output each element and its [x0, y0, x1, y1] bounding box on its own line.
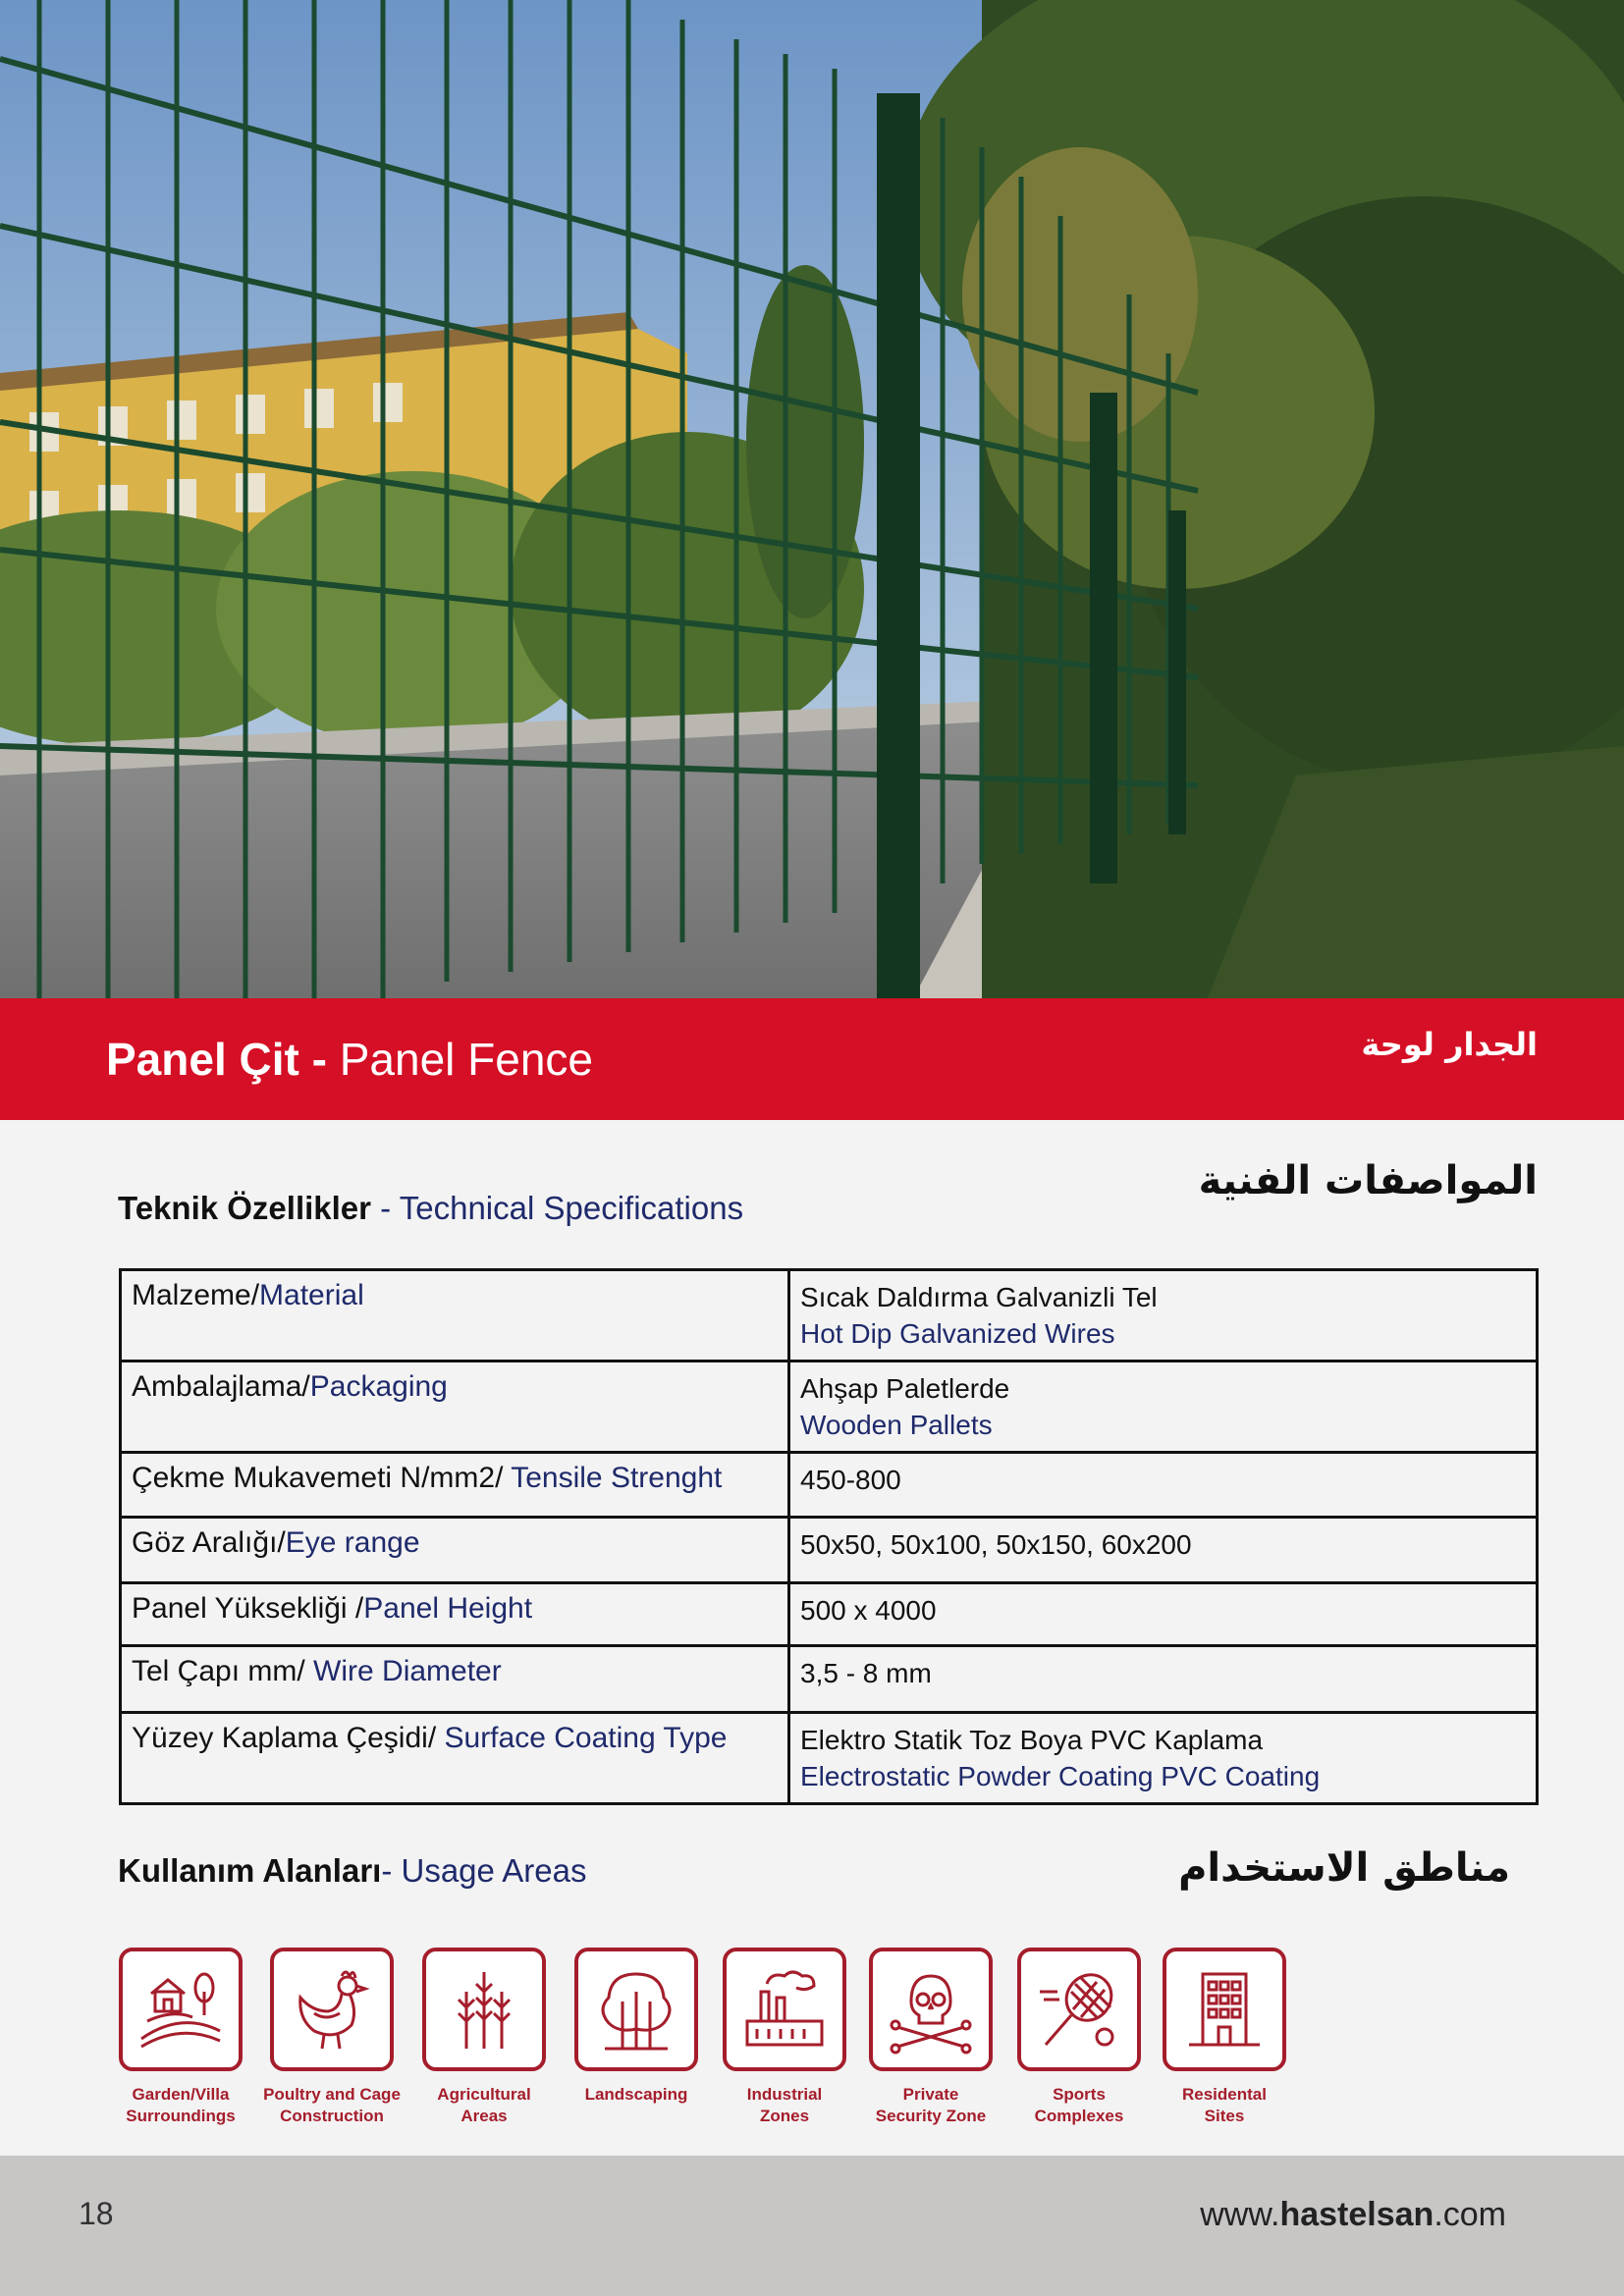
spec-value-tr: Sıcak Daldırma Galvanizli Tel [800, 1282, 1158, 1312]
usage-label-line2: Areas [460, 2107, 508, 2125]
usage-label-line2: Sites [1204, 2107, 1245, 2125]
spec-label-tr: Panel Yüksekliği / [132, 1592, 364, 1625]
usage-label-line1: Poultry and Cage [263, 2085, 401, 2104]
usage-label-line1: Private [902, 2085, 959, 2104]
usage-label-line1: Garden/Villa [132, 2085, 230, 2104]
usage-label-line2: Construction [280, 2107, 384, 2125]
spec-value-tr: 500 x 4000 [800, 1595, 937, 1626]
spec-value-tr: 450-800 [800, 1465, 901, 1495]
table-row [121, 1646, 1538, 1713]
website-brand: hastelsan [1279, 2196, 1435, 2233]
website-prefix: www. [1200, 2196, 1280, 2233]
spec-value-tr: 3,5 - 8 mm [800, 1658, 932, 1688]
website-suffix: .com [1434, 2196, 1506, 2233]
spec-label [121, 1453, 789, 1518]
table-row [121, 1362, 1538, 1453]
usage-label [553, 2084, 720, 2106]
spec-value [789, 1362, 1538, 1453]
page-title [106, 1033, 593, 1086]
spec-label-tr: Ambalajlama/ [132, 1370, 310, 1403]
usage-label [1141, 2084, 1308, 2127]
website-link[interactable] [1200, 2196, 1506, 2234]
specs-heading-ar: المواصفات الفنية [1198, 1158, 1538, 1203]
fence-photo-illustration [0, 0, 1624, 998]
spec-label [121, 1646, 789, 1713]
spec-value [789, 1518, 1538, 1583]
spec-value [789, 1713, 1538, 1804]
usage-heading [118, 1852, 586, 1890]
spec-label-tr: Göz Aralığı/ [132, 1526, 286, 1559]
garden-icon [119, 1948, 243, 2071]
skull-icon [869, 1948, 993, 2071]
usage-label-line2: Surroundings [126, 2107, 236, 2125]
spec-label-en: Packaging [309, 1370, 448, 1403]
spec-label [121, 1518, 789, 1583]
usage-label [248, 2084, 415, 2127]
table-row [121, 1713, 1538, 1804]
specs-table [119, 1268, 1539, 1805]
page-title-ar: الجدار لوحة [1361, 1026, 1538, 1063]
spec-value-tr: Elektro Statik Toz Boya PVC Kaplama [800, 1725, 1264, 1755]
spec-label-en: Surface Coating Type [444, 1722, 728, 1754]
usage-label [701, 2084, 868, 2127]
spec-value [789, 1270, 1538, 1362]
spec-label [121, 1362, 789, 1453]
table-row [121, 1518, 1538, 1583]
spec-value-en: Wooden Pallets [800, 1410, 993, 1440]
page-number: 18 [79, 2196, 114, 2231]
table-row [121, 1583, 1538, 1646]
usage-heading-ar: مناطق الاستخدام [1178, 1845, 1510, 1891]
usage-label [996, 2084, 1163, 2127]
spec-label-tr: Tel Çapı mm/ [132, 1655, 314, 1687]
wheat-icon [422, 1948, 546, 2071]
usage-label [847, 2084, 1014, 2127]
specs-heading [118, 1190, 743, 1227]
usage-heading-en: - Usage Areas [381, 1852, 587, 1889]
spec-label-en: Wire Diameter [313, 1655, 502, 1687]
factory-icon [723, 1948, 846, 2071]
spec-value-en: Electrostatic Powder Coating PVC Coating [800, 1761, 1321, 1791]
spec-label-tr: Yüzey Kaplama Çeşidi/ [132, 1722, 445, 1754]
usage-label-line1: Residental [1182, 2085, 1267, 2104]
tennis-icon [1017, 1948, 1141, 2071]
usage-label-line1: Industrial [746, 2085, 823, 2104]
spec-value [789, 1453, 1538, 1518]
specs-heading-tr: Teknik Özellikler [118, 1190, 372, 1226]
usage-heading-tr: Kullanım Alanları [118, 1852, 382, 1889]
spec-label-en: Panel Height [363, 1592, 533, 1625]
tree-icon [574, 1948, 698, 2071]
usage-label [401, 2084, 568, 2127]
hero-photo [0, 0, 1624, 998]
spec-label [121, 1713, 789, 1804]
spec-label-en: Tensile Strenght [511, 1462, 723, 1494]
chicken-icon [270, 1948, 394, 2071]
usage-label-line2: Zones [759, 2107, 810, 2125]
usage-label-line1: Agricultural [437, 2085, 531, 2104]
table-row [121, 1453, 1538, 1518]
usage-label-line1: Landscaping [584, 2085, 688, 2104]
page-title-tr: Panel Çit - [106, 1034, 340, 1085]
usage-label-line1: Sports [1053, 2085, 1106, 2104]
page-title-en: Panel Fence [339, 1034, 593, 1085]
spec-value-tr: Ahşap Paletlerde [800, 1373, 1010, 1404]
spec-value-tr: 50x50, 50x100, 50x150, 60x200 [800, 1529, 1192, 1560]
spec-label [121, 1583, 789, 1646]
spec-label-en: Material [259, 1279, 364, 1311]
usage-label [97, 2084, 264, 2127]
building-icon [1163, 1948, 1286, 2071]
specs-heading-en: - Technical Specifications [371, 1190, 744, 1226]
table-row [121, 1270, 1538, 1362]
spec-label-tr: Malzeme/ [132, 1279, 260, 1311]
spec-label [121, 1270, 789, 1362]
spec-value [789, 1583, 1538, 1646]
spec-value [789, 1646, 1538, 1713]
usage-label-line2: Security Zone [875, 2107, 987, 2125]
spec-label-en: Eye range [285, 1526, 420, 1559]
spec-label-tr: Çekme Mukavemeti N/mm2/ [132, 1462, 512, 1494]
spec-value-en: Hot Dip Galvanized Wires [800, 1318, 1115, 1349]
usage-label-line2: Complexes [1034, 2107, 1124, 2125]
